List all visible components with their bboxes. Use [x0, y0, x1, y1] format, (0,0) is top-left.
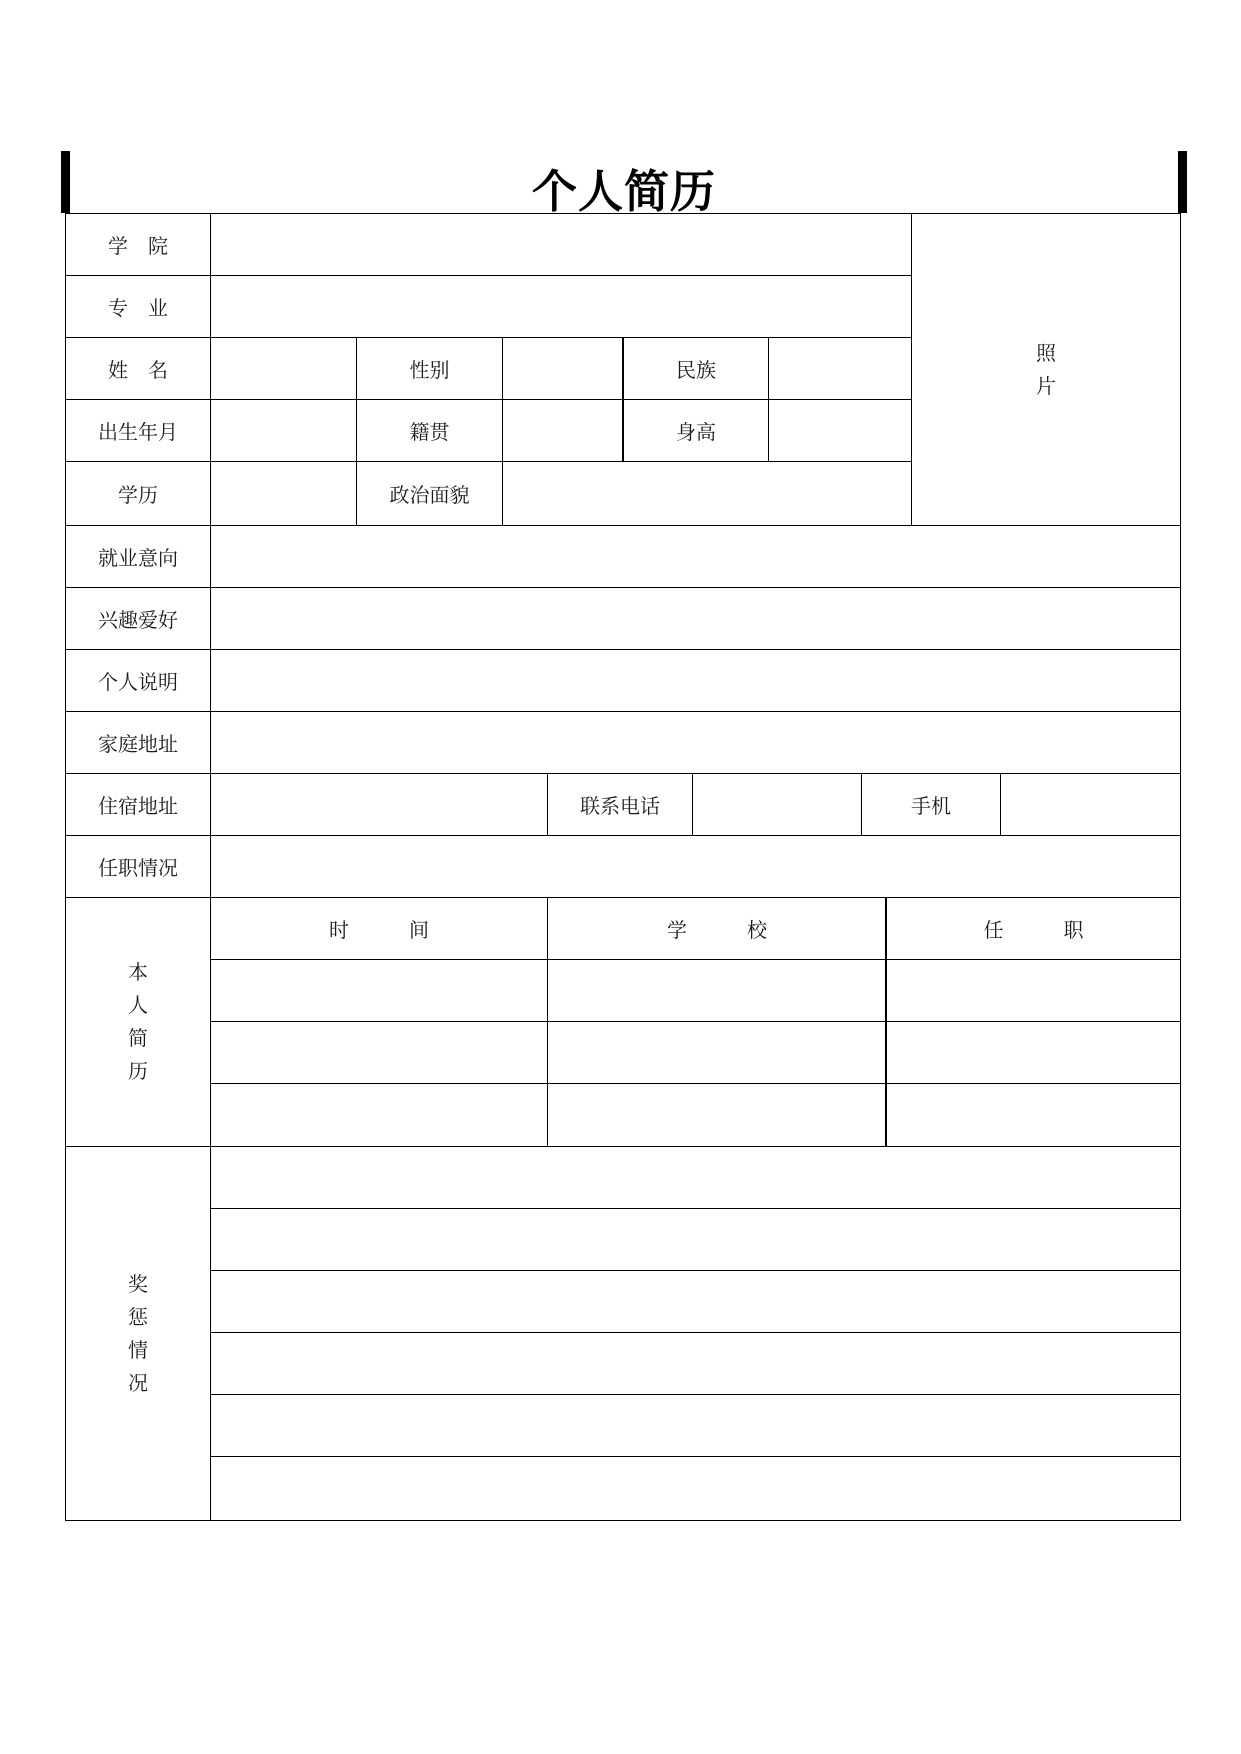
- mobile-label: 手机: [911, 794, 951, 818]
- political-status-label: 政治面貌: [389, 483, 470, 507]
- page-title: 个人简历: [531, 165, 716, 218]
- photo-cell[interactable]: [911, 213, 1181, 526]
- major-field[interactable]: [210, 275, 912, 338]
- contact-phone-label-cell: [547, 773, 693, 836]
- name-field[interactable]: [210, 337, 357, 400]
- hobbies-label: 兴趣爱好: [98, 608, 178, 632]
- major-label-cell: [65, 275, 211, 338]
- home-address-label-cell: [65, 711, 211, 774]
- political-status-field[interactable]: [502, 461, 912, 526]
- height-label-cell: [622, 399, 769, 462]
- contact-phone-label: 联系电话: [580, 794, 660, 818]
- job-intention-label: 就业意向: [98, 546, 178, 570]
- native-place-label: 籍贯: [409, 420, 450, 444]
- resume-row-3-time[interactable]: [210, 1083, 548, 1147]
- resume-header-time: [210, 897, 548, 960]
- birth-label: 出生年月: [98, 420, 178, 444]
- college-field[interactable]: [210, 213, 912, 276]
- resume-row-1-position[interactable]: [885, 959, 1181, 1022]
- positions-field[interactable]: [210, 835, 1181, 898]
- gender-field[interactable]: [502, 337, 624, 400]
- awards-row-4[interactable]: [210, 1332, 1181, 1395]
- resume-row-3-school[interactable]: [547, 1083, 887, 1147]
- resume-row-1-school[interactable]: [547, 959, 887, 1022]
- resume-header-school: [547, 897, 887, 960]
- resume-section-label-cell: [65, 897, 211, 1147]
- college-label-cell: [65, 213, 211, 276]
- resume-section-label: 本 人 简 历: [128, 960, 148, 1083]
- title-bar: [61, 151, 1187, 218]
- resume-row-2-position[interactable]: [885, 1021, 1181, 1084]
- home-address-field[interactable]: [210, 711, 1181, 774]
- education-label: 学历: [118, 483, 158, 507]
- name-label-cell: [65, 337, 211, 400]
- resume-row-3-position[interactable]: [885, 1083, 1181, 1147]
- native-place-field[interactable]: [502, 399, 624, 462]
- awards-row-5[interactable]: [210, 1394, 1181, 1457]
- awards-section-label: 奖 惩 情 况: [128, 1271, 148, 1395]
- native-place-label-cell: [356, 399, 503, 462]
- name-label: 姓 名: [108, 358, 168, 382]
- gender-label-cell: [356, 337, 503, 400]
- resume-header-position-label: 任 职: [983, 918, 1084, 942]
- personal-statement-field[interactable]: [210, 649, 1181, 712]
- resume-header-school-label: 学 校: [667, 918, 767, 942]
- awards-row-1[interactable]: [210, 1146, 1181, 1209]
- height-label: 身高: [676, 420, 716, 444]
- resume-row-1-time[interactable]: [210, 959, 548, 1022]
- education-label-cell: [65, 461, 211, 526]
- education-field[interactable]: [210, 461, 357, 526]
- positions-label-cell: [65, 835, 211, 898]
- mobile-label-cell: [861, 773, 1001, 836]
- job-intention-field[interactable]: [210, 525, 1181, 588]
- college-label: 学 院: [108, 234, 168, 258]
- dorm-address-label-cell: [65, 773, 211, 836]
- awards-row-2[interactable]: [210, 1208, 1181, 1271]
- ethnicity-label-cell: [622, 337, 769, 400]
- dorm-address-label: 住宿地址: [98, 794, 178, 818]
- gender-label: 性别: [409, 358, 450, 382]
- resume-header-time-label: 时 间: [329, 918, 429, 942]
- job-intention-label-cell: [65, 525, 211, 588]
- awards-row-3[interactable]: [210, 1270, 1181, 1333]
- political-status-label-cell: [356, 461, 503, 526]
- awards-section-label-cell: [65, 1146, 211, 1521]
- resume-row-2-school[interactable]: [547, 1021, 887, 1084]
- ethnicity-field[interactable]: [768, 337, 912, 400]
- birth-field[interactable]: [210, 399, 357, 462]
- awards-row-6[interactable]: [210, 1456, 1181, 1521]
- hobbies-field[interactable]: [210, 587, 1181, 650]
- home-address-label: 家庭地址: [98, 732, 178, 756]
- contact-phone-field[interactable]: [692, 773, 862, 836]
- major-label: 专 业: [108, 296, 168, 320]
- resume-header-position: [885, 897, 1181, 960]
- positions-label: 任职情况: [98, 856, 178, 880]
- photo-label: 照 片: [1036, 340, 1056, 398]
- resume-row-2-time[interactable]: [210, 1021, 548, 1084]
- personal-statement-label: 个人说明: [98, 670, 178, 694]
- ethnicity-label: 民族: [676, 358, 716, 382]
- height-field[interactable]: [768, 399, 912, 462]
- dorm-address-field[interactable]: [210, 773, 548, 836]
- mobile-field[interactable]: [1000, 773, 1181, 836]
- hobbies-label-cell: [65, 587, 211, 650]
- birth-label-cell: [65, 399, 211, 462]
- personal-statement-label-cell: [65, 649, 211, 712]
